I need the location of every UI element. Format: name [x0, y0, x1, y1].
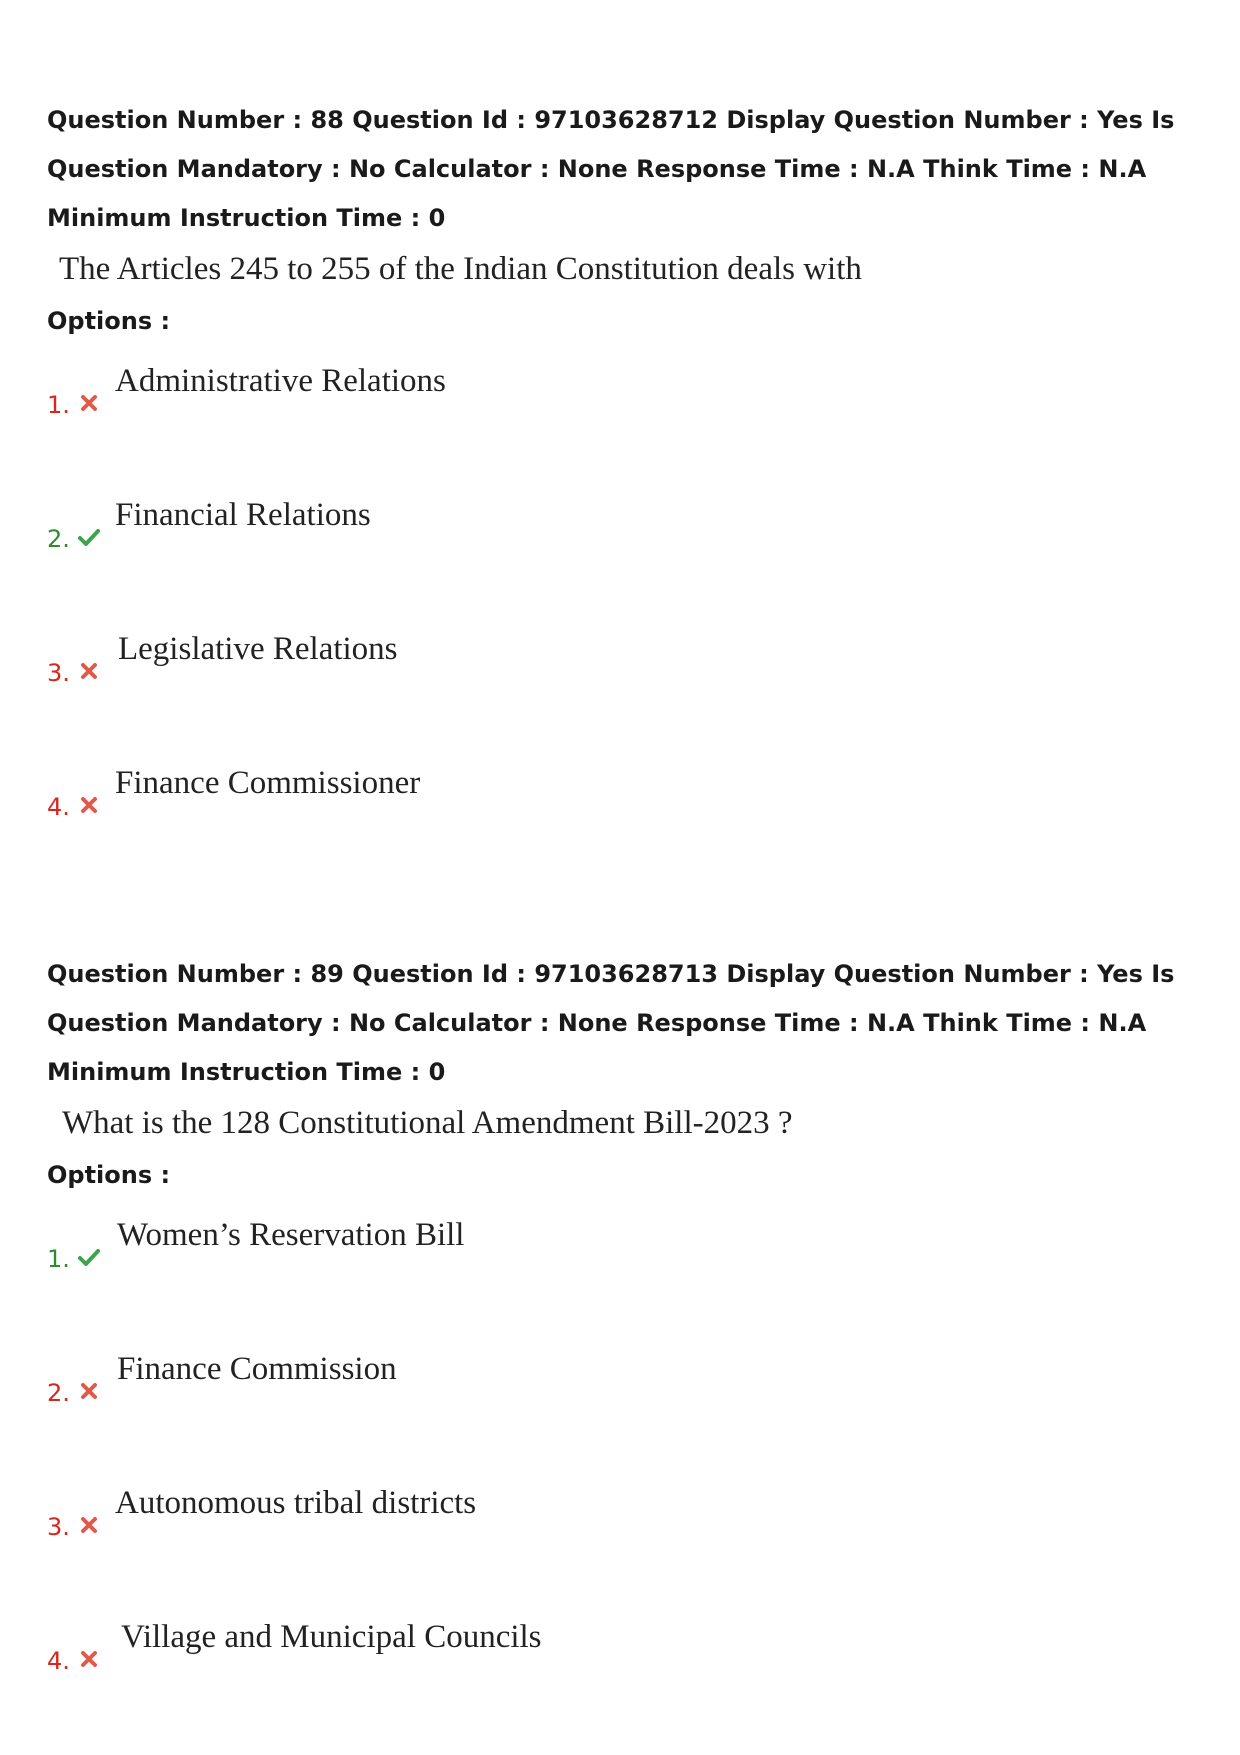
option-1 [47, 347, 1197, 481]
option-2 [47, 481, 1197, 615]
question-meta: Question Number : 88 Question Id : 97103628712 Display Question Number : Yes Is Question Mandatory : No Calculator : None Response Time : N.A Think Time : N.A Minimum Instruction Time : 0 [47, 106, 1175, 232]
question-89 [47, 950, 1197, 1737]
option-1 [47, 1201, 1197, 1335]
cross-icon [77, 1379, 101, 1403]
check-icon [77, 1245, 101, 1269]
option-3 [47, 615, 1197, 749]
option-4 [47, 1603, 1197, 1737]
option-number: 4. [47, 1647, 70, 1675]
question-88 [47, 96, 1197, 883]
option-number: 3. [47, 659, 70, 687]
option-number: 3. [47, 1513, 70, 1541]
option-number: 1. [47, 1245, 70, 1273]
option-text: Finance Commissioner [115, 765, 421, 801]
option-4 [47, 749, 1197, 883]
option-text: Financial Relations [115, 497, 371, 533]
option-text: Finance Commission [117, 1351, 397, 1387]
cross-icon [77, 1647, 101, 1671]
option-text: Legislative Relations [118, 631, 398, 667]
cross-icon [77, 659, 101, 683]
question-meta: Question Number : 89 Question Id : 97103628713 Display Question Number : Yes Is Question Mandatory : No Calculator : None Response Time : N.A Think Time : N.A Minimum Instruction Time : 0 [47, 960, 1175, 1086]
cross-icon [77, 1513, 101, 1537]
option-number: 1. [47, 391, 70, 419]
option-number: 2. [47, 525, 70, 553]
cross-icon [77, 391, 101, 415]
option-text: Village and Municipal Councils [121, 1619, 542, 1655]
option-3 [47, 1469, 1197, 1603]
option-text: Administrative Relations [115, 363, 446, 399]
option-2 [47, 1335, 1197, 1469]
question-stem: What is the 128 Constitutional Amendment Bill-2023 ? [62, 1105, 793, 1141]
option-text: Women’s Reservation Bill [117, 1217, 465, 1253]
cross-icon [77, 793, 101, 817]
question-stem: The Articles 245 to 255 of the Indian Constitution deals with [59, 251, 862, 287]
options-label: Options : [47, 307, 171, 335]
check-icon [77, 525, 101, 549]
options-label: Options : [47, 1161, 171, 1189]
option-number: 2. [47, 1379, 70, 1407]
option-number: 4. [47, 793, 70, 821]
option-text: Autonomous tribal districts [115, 1485, 477, 1521]
